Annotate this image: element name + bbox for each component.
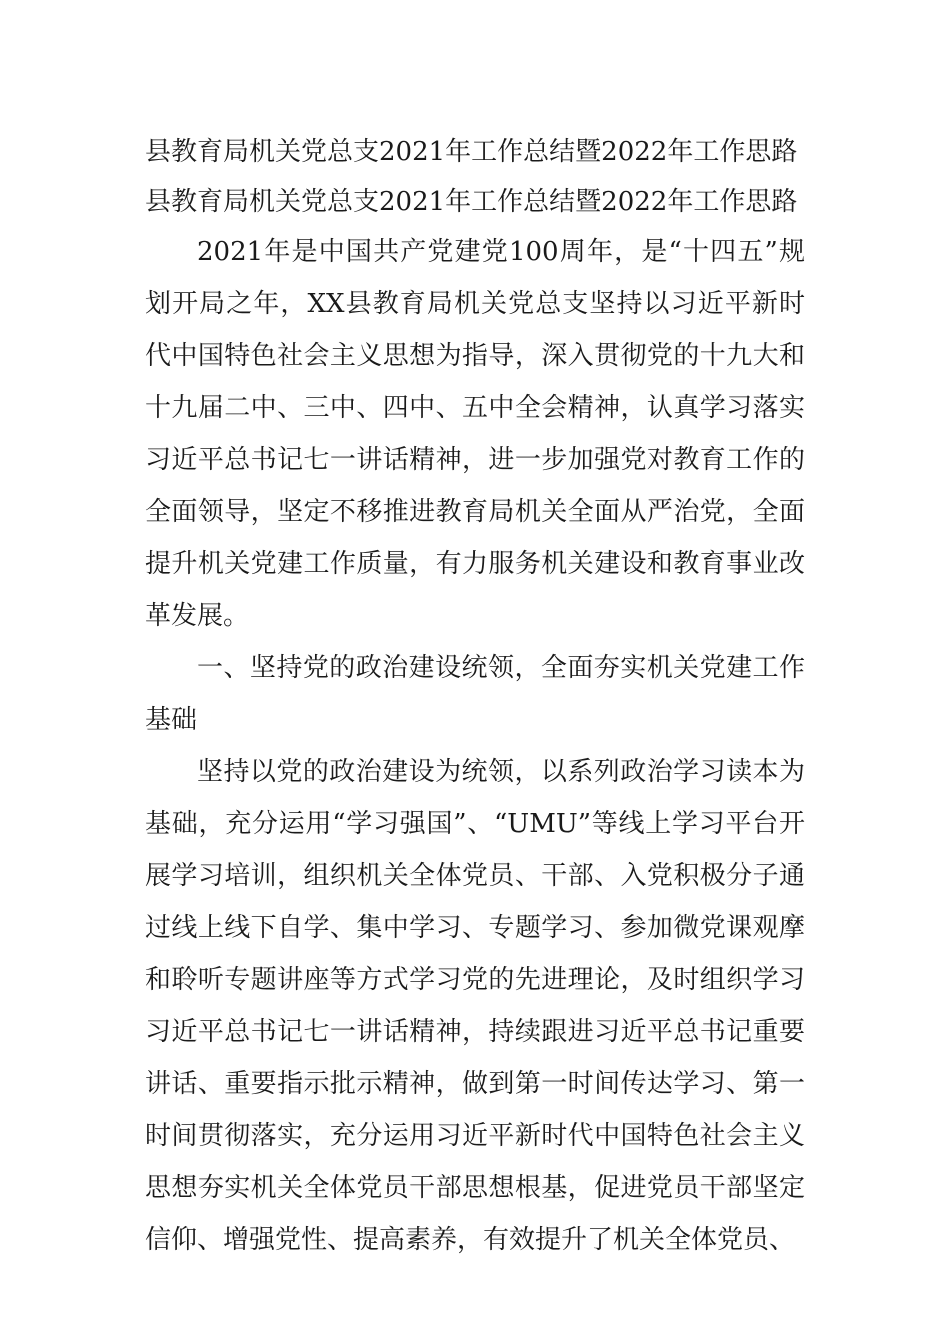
- document-title-repeat: 县教育局机关党总支2021年工作总结暨2022年工作思路: [145, 187, 798, 217]
- section-heading: 一、坚持党的政治建设统领，全面夯实机关党建工作基础: [145, 653, 805, 735]
- section-paragraph: 坚持以党的政治建设为统领，以系列政治学习读本为基础，充分运用“学习强国”、“UMU”等线上学习平台开展学习培训，组织机关全体党员、干部、入党积极分子通过线上线下自学、集中学习、专题学习、参加微党课观摩和聆听专题讲座等方式学习党的先进理论，及时组织学习习近平总书记七一讲话精神，持续跟进习近平总书记重要讲话、重要指示批示精神，做到第一时间传达学习、第一时间贯彻落实，充分运用习近平新时代中国特色社会主义思想夯实机关全体党员干部思想根基，促进党员干部坚定信仰、增强党性、提高素养，有效提升了机关全体党员、: [145, 757, 805, 1255]
- intro-paragraph: 2021年是中国共产党建党100周年，是“十四五”规划开局之年，XX县教育局机关党总支坚持以习近平新时代中国特色社会主义思想为指导，深入贯彻党的十九大和十九届二中、三中、四中、五中全会精神，认真学习落实习近平总书记七一讲话精神，进一步加强党对教育工作的全面领导，坚定不移推进教育局机关全面从严治党，全面提升机关党建工作质量，有力服务机关建设和教育事业改革发展。: [145, 237, 805, 631]
- document-title: 县教育局机关党总支2021年工作总结暨2022年工作思路: [145, 137, 798, 167]
- document-body: [145, 226, 805, 1266]
